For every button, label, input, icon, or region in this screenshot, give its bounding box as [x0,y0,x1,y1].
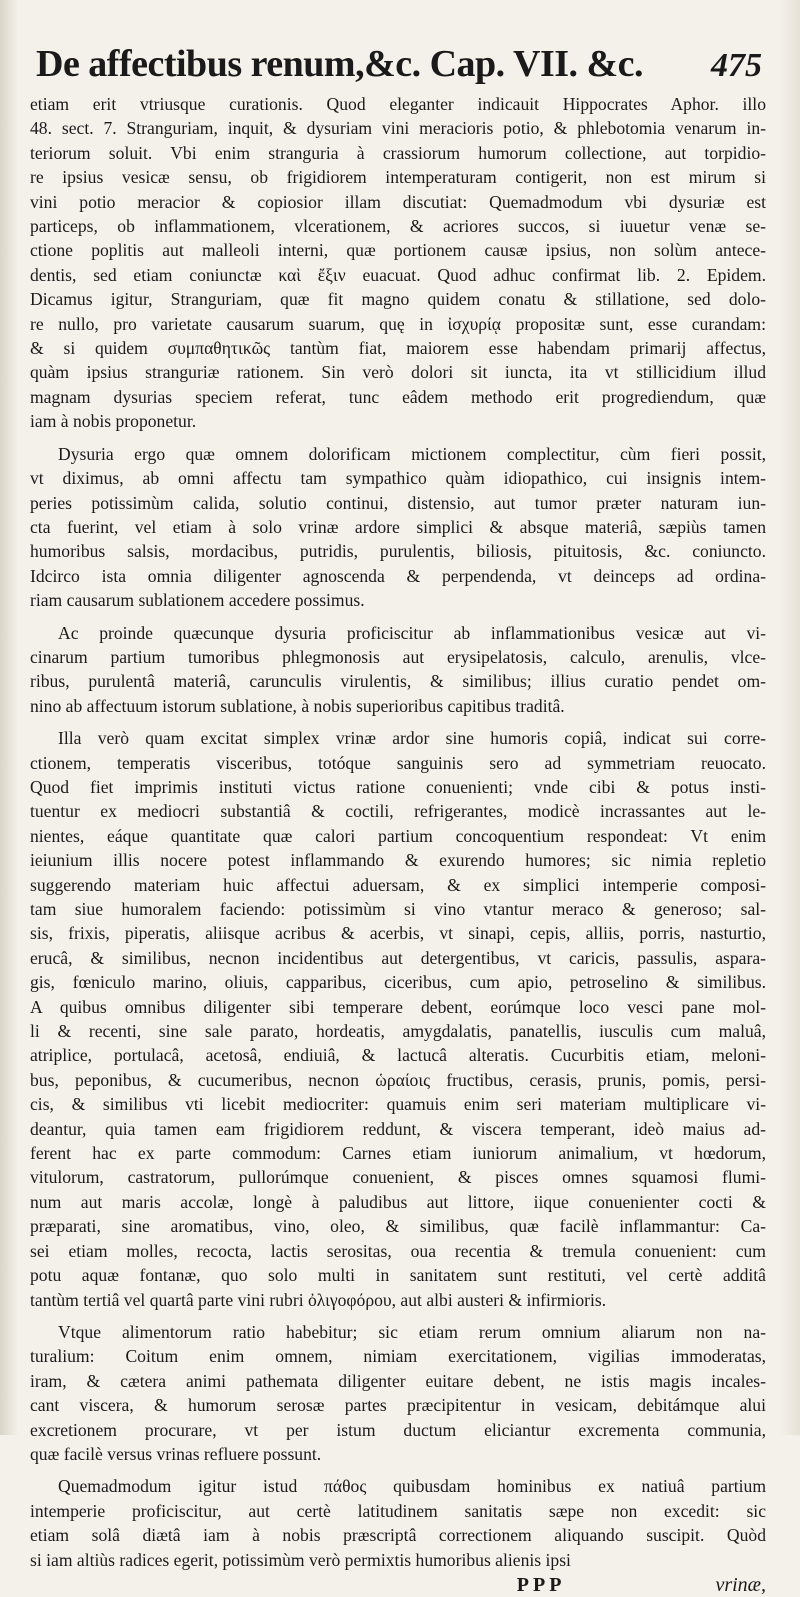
text-line: cta fuerint, vel etiam à solo vrinæ ardore simplici & absque materiâ, sæpiùs tamen [30,516,766,537]
text-line: Quod fiet imprimis instituti victus ratione conuenienti; vnde cibi & potus insti- [30,776,766,797]
text-line: vitulorum, castratorum, pullorúmque conuenient, & pisces omnes squamosi flumi- [30,1167,766,1188]
text-line: gis, fœniculo marino, oliuis, capparibus, ciceribus, cum apio, petroselino & similibus. [30,972,766,993]
text-line: iam à nobis proponetur. [30,411,197,432]
text-line: etiam erit vtriusque curationis. Quod eleganter indicauit Hippocrates Aphor. illo [30,94,766,114]
text-line: ribus, purulentâ materiâ, carunculis virulentis, & similibus; illius curatio pendet om- [30,671,766,692]
text-line: re ipsius vesicæ sensu, ob frigidiorem intemperaturam contigerit, non est mirum si [30,167,766,188]
text-line: Dicamus igitur, Stranguriam, quæ fit magno quidem conatu & stillatione, sed dolo- [30,289,766,310]
text-line: Quemadmodum igitur istud πάθος quibusdam hominibus ex natiuâ partium [58,1476,766,1497]
signature-mark: PPP [516,1573,566,1596]
text-line: li & recenti, sine sale parato, hordeatis, amygdalatis, panatellis, iusculis cum maluâ, [30,1021,766,1042]
text-line: Vtque alimentorum ratio habebitur; sic etiam rerum omnium aliarum non na- [58,1321,766,1342]
paragraph-gap [30,1312,766,1320]
text-line: sis, frixis, piperatis, aliisque acribus & acerbis, vt sinapi, cepis, alliis, porris, nasturtio, [30,923,766,944]
text-line: Illa verò quam excitat simplex vrinæ ardor sine humoris copiâ, indicat sui corre- [58,728,766,749]
running-header [30,42,766,86]
paragraph [30,1474,766,1572]
text-line: iram, & cætera animi pathemata diligenter euitare debent, ne istis magis incales- [30,1370,766,1391]
text-line: Dysuria ergo quæ omnem dolorificam mictionem complectitur, cùm fieri possit, [58,443,766,464]
text-line: quàm ipsius stranguriæ rationem. Sin verò dolori sit iuncta, ita vt stillicidium illud [30,362,766,383]
paragraph-gap [30,718,766,726]
text-line: erucâ, & similibus, necnon incidentibus aut detergentibus, vt caricis, passulis, aspara- [30,947,766,968]
text-line: bus, peponibus, & cucumeribus, necnon ὡραίοις fructibus, cerasis, prunis, pomis, persi- [30,1069,766,1090]
text-line: 48. sect. 7. Stranguriam, inquit, & dysuriam vini meracioris potio, & phlebotomia venarum in- [30,118,766,139]
text-line: cis, & similibus vti licebit mediocriter: quamuis enim seri materiam multiplicare vi- [30,1094,766,1115]
text-line: nientes, eáque quantitate quæ calori partium concoquentium respondeat: Vt enim [30,825,766,846]
text-line: nino ab affectuum istorum sublatione, à nobis superioribus capitibus traditâ. [30,695,565,716]
text-line: potu aquæ fontanæ, quo solo multi in sanitatem sunt restituti, vel certè additâ [30,1265,766,1286]
page-footer [30,1574,766,1597]
text-line: intemperie proficiscitur, aut certè latitudinem sanitatis sæpe non excedit: sic [30,1500,766,1521]
text-line: Ac proinde quæcunque dysuria proficiscitur ab inflammationibus vesicæ aut vi- [58,622,766,643]
text-line: num aut maris accolæ, longè à paludibus aut littore, iique conuenienter cocti & [30,1191,766,1212]
text-line: præparati, sine aromatibus, vino, oleo, & similibus, quæ facilè inflammantur: Ca- [30,1216,766,1237]
text-line: tuentur ex mediocri substantiâ & coctili, refrigerantes, modicè incrassantes aut le- [30,801,766,822]
body-text [30,92,766,1572]
text-line: turalium: Coitum enim omnem, nimiam exercitationem, vigilias immoderatas, [30,1346,766,1367]
text-line: re nullo, pro varietate causarum suarum, quę in ἰσχυρίᾳ propositæ sunt, esse curandam: [30,313,766,334]
text-line: Idcirco ista omnia diligenter agnoscenda & perpendenda, vt deinceps ad ordina- [30,565,766,586]
paragraph [30,726,766,1312]
text-line: vt diximus, ab omni affectu tam sympathico quàm idiopathico, cui insignis intem- [30,468,766,489]
paragraph-gap [30,1466,766,1474]
text-line: ferent hac ex parte commodum: Carnes etiam iuniorum animalium, vt hœdorum, [30,1143,766,1164]
text-line: cant viscera, & humorum serosæ partes præcipitentur in vesicam, debitámque alui [30,1395,766,1416]
text-line: tam siue humoralem faciendo: potissimùm si vino vtantur meraco & generoso; sal- [30,899,766,919]
text-line: cinarum partium tumoribus phlegmonosis aut erysipelatosis, calculo, arenulis, vlce- [30,646,766,667]
paragraph [30,1320,766,1466]
running-title: De affectibus renum,&c. Cap. VII. &c. [36,43,644,85]
text-line: particeps, ob inflammationem, vlcerationem, & acriores succos, si iuuetur venæ se- [30,216,766,237]
text-line: excretionem procurare, vt per istum ductum eliciantur excrementa communia, [30,1419,766,1440]
text-line: suggerendo materiam huic affectui aduersam, & ex simplici intemperie composi- [30,874,766,895]
text-line: A quibus omnibus diligenter sibi temperare debent, eorúmque loco vesci pane mol- [30,996,766,1017]
catchword: vrinæ, [715,1573,766,1596]
text-line: etiam solâ diætâ iam à nobis præscriptâ correctionem aliquando suscipit. Quòd [30,1525,766,1546]
text-line: humoribus salsis, mordacibus, putridis, purulentis, biliosis, pituitosis, &c. coniuncto. [30,541,766,562]
text-line: ieiunium illis nocere potest inflammando & exurendo humores; sic nimia repletio [30,850,766,871]
text-line: tantùm tertiâ vel quartâ parte vini rubri ὀλιγοφόρου, aut albi austeri & infirmioris. [30,1289,607,1310]
text-line: ctione poplitis aut malleoli interni, quæ portionem causæ ipsius, non solùm antece- [30,240,766,261]
text-line: teriorum soluit. Vbi enim stranguria à crassiorum humorum collectione, aut torpidio- [30,142,766,163]
text-line: peries potissimùm calida, solutio continui, distensio, aut tumor præter naturam iun- [30,492,766,513]
text-line: si iam altiùs radices egerit, potissimùm verò permixtis humoribus alienis ipsi [30,1549,571,1570]
text-line: quæ facilè versus vrinas refluere possunt. [30,1443,322,1464]
text-line: ctionem, temperatis visceribus, totóque sanguinis sero ad symmetriam reuocato. [30,752,766,773]
text-line: riam causarum sublationem accedere possimus. [30,590,365,611]
text-line: magnam dysurias speciem referat, tunc eâdem methodo erit progrediendum, quæ [30,386,766,407]
text-line: deantur, quia tamen eam frigidiorem reddunt, & viscera temperant, ideò maius ad- [30,1118,766,1139]
text-line: vini potio meracior & copiosior illam discutiat: Quemadmodum vbi dysuriæ est [30,191,766,212]
text-line: & si quidem συμπαθητικῶς tantùm fiat, maiorem esse habendam primarij affectus, [30,338,766,359]
paragraph [30,621,766,719]
text-line: sei etiam molles, recocta, lactis serositas, oua recentia & tremula conuenient: cum [30,1240,766,1261]
text-line: atriplice, portulacâ, acetosâ, endiuiâ, & lactucâ alteratis. Cucurbitis etiam, meloni- [30,1045,766,1066]
paragraph-gap [30,613,766,621]
paragraph [30,92,766,434]
paragraph [30,442,766,613]
text-line: dentis, sed etiam coniunctæ καὶ ἔξιν euacuat. Quod adhuc confirmat lib. 2. Epidem. [30,264,766,285]
paragraph-gap [30,434,766,442]
page-number: 475 [711,47,762,84]
